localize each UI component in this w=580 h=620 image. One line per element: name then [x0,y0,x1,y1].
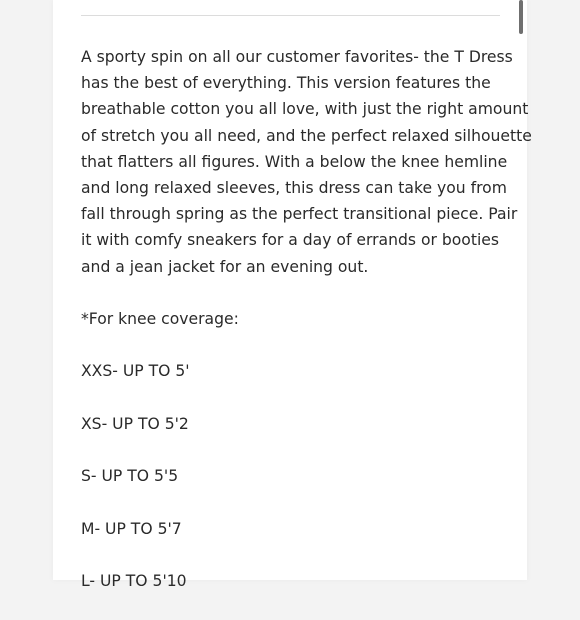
size-item-l: L- UP TO 5'10 [81,571,187,590]
description-line: fall through spring as the perfect transitional piece. Pair [81,205,518,224]
description-line: it with comfy sneakers for a day of errands or booties [81,231,500,250]
description-line: breathable cotton you all love, with just the right amount [81,100,529,119]
size-item-s: S- UP TO 5'5 [81,467,179,486]
scrollbar-thumb[interactable] [519,0,523,34]
top-divider [81,15,500,16]
description-line: and a jean jacket for an evening out. [81,257,369,276]
description-line: that flatters all figures. With a below the knee hemline [81,152,508,171]
description-content [81,44,532,620]
description-line: has the best of everything. This version features the [81,74,491,93]
size-item-m: M- UP TO 5'7 [81,519,182,538]
size-item-xs: XS- UP TO 5'2 [81,414,189,433]
description-paragraph [81,44,532,280]
description-line: A sporty spin on all our customer favorites- the T Dress [81,48,513,66]
description-line: and long relaxed sleeves, this dress can take you from [81,179,507,198]
description-line: of stretch you all need, and the perfect relaxed silhouette [81,126,532,145]
size-item-xxs: XXS- UP TO 5' [81,362,190,381]
coverage-note: *For knee coverage: [81,310,239,329]
